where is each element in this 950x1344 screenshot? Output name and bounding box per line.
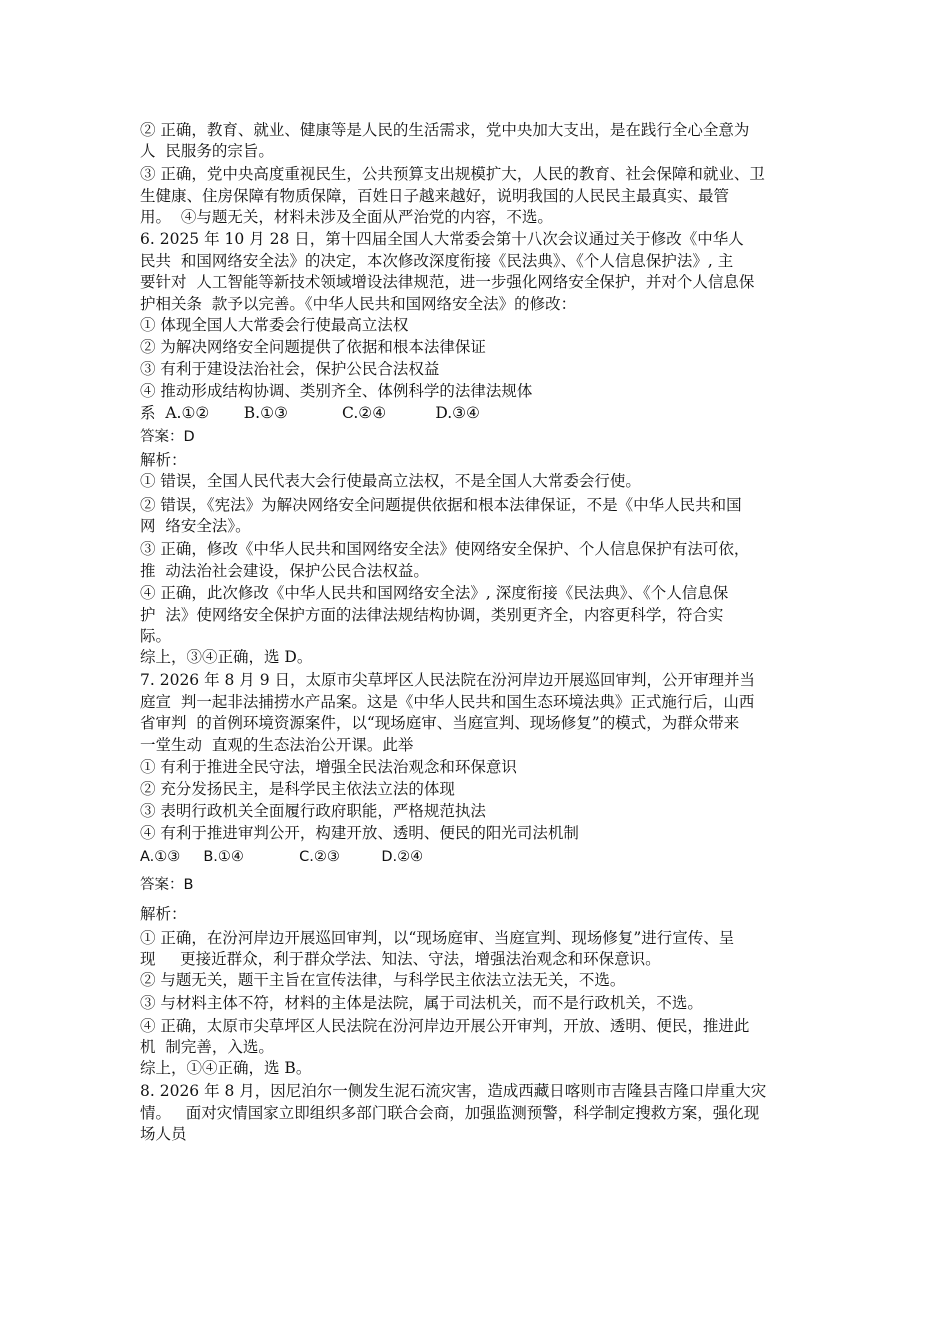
option-statement: ② 为解决网络安全问题提供了依据和根本法律保证 (140, 338, 486, 356)
question-7-stem: 7. 2026 年 8 月 9 日，太原市尖草坪区人民法院在汾河岸边开展巡回审判，公开审理并当 (140, 671, 756, 689)
text-line: ④ 正确，此次修改《中华人民共和国网络安全法》, 深度衔接《民法典》、《个人信息保 (140, 584, 729, 602)
option-statement: ① 体现全国人大常委会行使最高立法权 (140, 316, 409, 334)
text-line: 人 民服务的宗旨。 (140, 142, 274, 160)
answer-choices: 系 A.①② B.①③ C.②④ D.③④ (140, 404, 480, 422)
text-line: 生健康、住房保障有物质保障，百姓日子越来越好，说明我国的人民民主最真实、最管 (140, 187, 730, 205)
question-6-stem: 6. 2025 年 10 月 28 日，第十四届全国人大常委会第十八次会议通过关于修改《中华人 (140, 230, 744, 248)
option-statement: ③ 有利于建设法治社会，保护公民合法权益 (140, 360, 440, 378)
text-line: 要针对 人工智能等新技术领域增设法律规范，进一步强化网络安全保护，并对个人信息保 (140, 273, 755, 291)
text-line: 庭宣 判一起非法捕捞水产品案。这是《中华人民共和国生态环境法典》正式施行后，山西 (140, 693, 755, 711)
question-8-stem: 8. 2026 年 8 月，因尼泊尔一侧发生泥石流灾害，造成西藏日喀则市吉隆县吉隆口岸重大灾 (140, 1082, 767, 1100)
text-line: ② 与题无关，题干主旨在宣传法律，与科学民主依法立法无关，不选。 (140, 971, 626, 989)
option-statement: ② 充分发扬民主，是科学民主依法立法的体现 (140, 780, 455, 798)
text-line: 一堂生动 直观的生态法治公开课。此举 (140, 736, 414, 754)
text-line: 情。 面对灾情国家立即组织多部门联合会商，加强监测预警，科学制定搜救方案，强化现 (140, 1104, 760, 1122)
option-statement: ① 有利于推进全民守法，增强全民法治观念和环保意识 (140, 758, 517, 776)
analysis-label: 解析： (140, 905, 187, 923)
answer-label: 答案：D (140, 429, 195, 445)
text-line: 际。 (140, 627, 172, 645)
text-line: 网 络安全法》。 (140, 517, 251, 535)
text-line: ③ 与材料主体不符，材料的主体是法院，属于司法机关，而不是行政机关，不选。 (140, 994, 703, 1012)
text-line: ④ 正确，太原市尖草坪区人民法院在汾河岸边开展公开审判，开放、透明、便民，推进此 (140, 1017, 750, 1035)
option-statement: ④ 推动形成结构协调、类别齐全、体例科学的法律法规体 (140, 382, 533, 400)
text-line: 场人员 (140, 1125, 187, 1143)
text-line: 推 动法治社会建设，保护公民合法权益。 (140, 562, 429, 580)
text-line: ② 错误，《宪法》为解决网络安全问题提供依据和根本法律保证，不是《中华人民共和国 (140, 496, 742, 514)
text-line: 护相关条 款予以完善。《中华人民共和国网络安全法》的修改： (140, 295, 577, 313)
text-line: ③ 正确，修改《中华人民共和国网络安全法》使网络安全保护、个人信息保护有法可依， (140, 540, 750, 558)
text-line: ① 正确，在汾河岸边开展巡回审判，以“现场庭审、当庭宣判、现场修复”进行宣传、呈 (140, 929, 735, 947)
text-line: ② 正确，教育、就业、健康等是人民的生活需求，党中央加大支出，是在践行全心全意为 (140, 121, 750, 139)
text-line: 现 更接近群众，利于群众学法、知法、守法，增强法治观念和环保意识。 (140, 950, 661, 968)
option-statement: ③ 表明行政机关全面履行政府职能，严格规范执法 (140, 802, 486, 820)
text-line: ① 错误，全国人民代表大会行使最高立法权，不是全国人大常委会行使。 (140, 472, 641, 490)
text-line: 省审判 的首例环境资源案件，以“现场庭审、当庭宣判、现场修复”的模式，为群众带来 (140, 714, 740, 732)
text-line: ③ 正确，党中央高度重视民生，公共预算支出规模扩大，人民的教育、社会保障和就业、卫 (140, 165, 765, 183)
conclusion-line: 综上，①④正确，选 B。 (140, 1059, 312, 1077)
text-line: 用。 ④与题无关，材料未涉及全面从严治党的内容，不选。 (140, 208, 553, 226)
conclusion-line: 综上，③④正确，选 D。 (140, 648, 313, 666)
analysis-label: 解析： (140, 451, 187, 469)
text-line: 机 制完善，入选。 (140, 1038, 274, 1056)
answer-choices: A.①③ B.①④ C.②③ D.②④ (140, 849, 424, 865)
text-line: 护 法》使网络安全保护方面的法律法规结构协调，类别更齐全，内容更科学，符合实 (140, 606, 724, 624)
option-statement: ④ 有利于推进审判公开，构建开放、透明、便民的阳光司法机制 (140, 824, 579, 842)
answer-label: 答案：B (140, 877, 194, 893)
text-line: 民共 和国网络安全法》的决定，本次修改深度衔接《民法典》、《个人信息保护法》, 主 (140, 252, 734, 270)
